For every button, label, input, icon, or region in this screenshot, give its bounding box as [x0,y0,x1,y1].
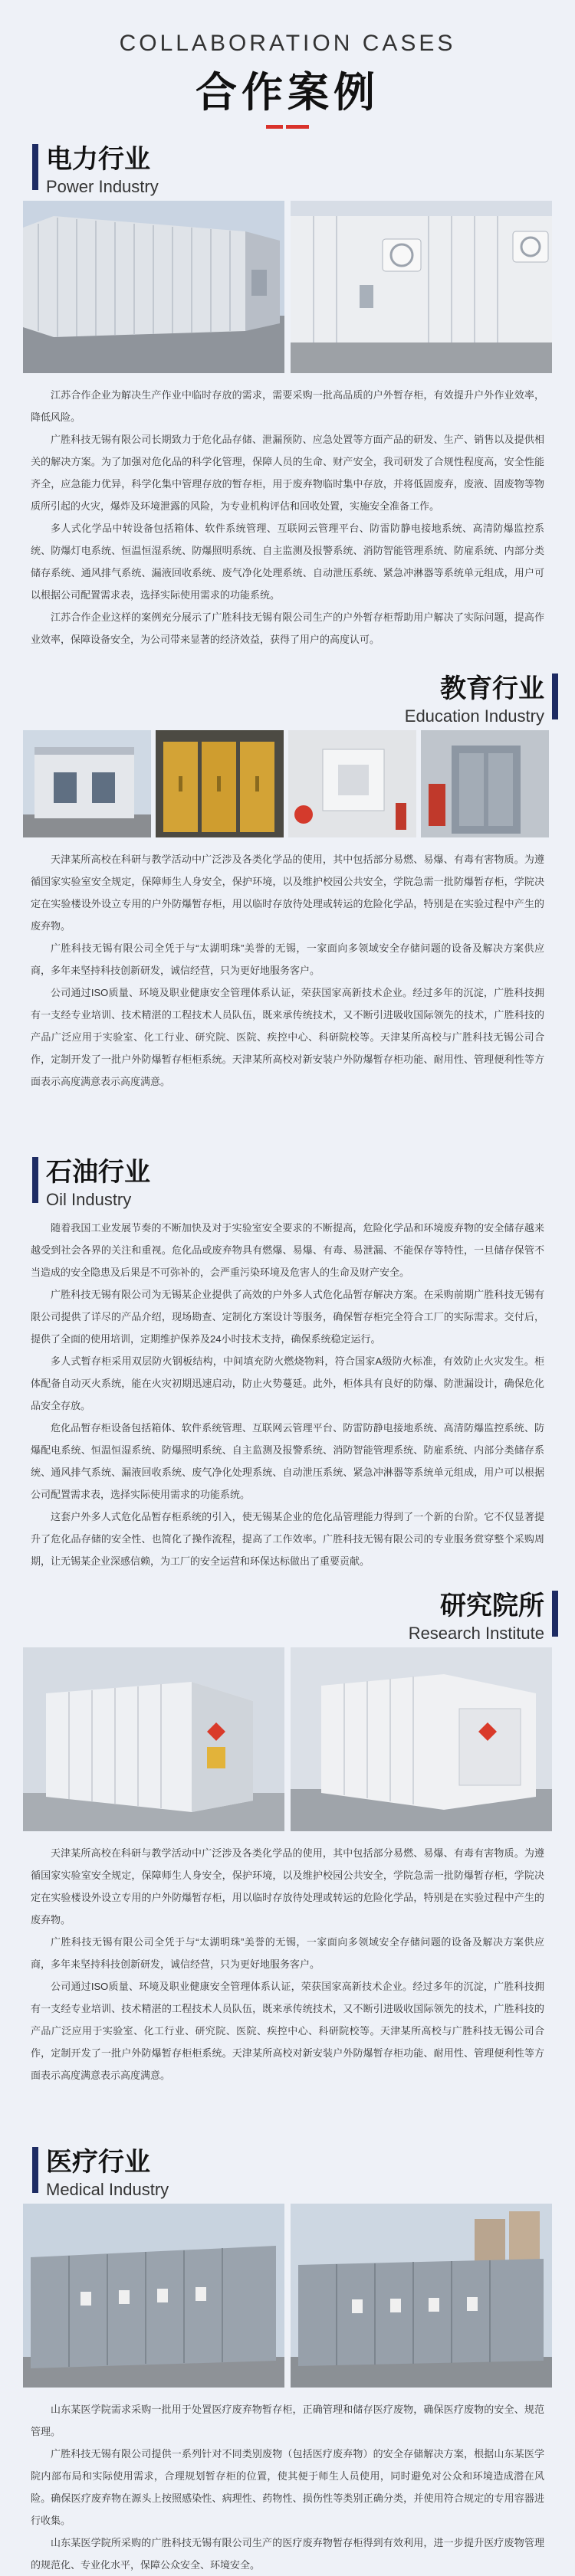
page-header [0,0,575,130]
paragraph: 危化品暂存柜设备包括箱体、软件系统管理、互联网云管理平台、防雷防静电接地系统、高清防爆监控系统、防爆配电系统、恒温恒湿系统、防爆照明系统、自主监测及报警系统、消防智能管理系统、防雇系统、内部分类储存系统、通风排气系统、漏液回收系统、废气净化处理系统、自动泄压系统、紧急冲淋器等系统单元组成，用户可以根据公司配置需求表，选择实际使用需求的功能系统。 [31,1422,544,1500]
header-accent-bar [264,125,310,129]
section-title-cn: 石油行业 [46,1158,150,1187]
section-title-cn: 电力行业 [46,145,150,174]
cabinet-door-photo [421,730,549,837]
paragraph: 公司通过ISO质量、环境及职业健康安全管理体系认证，荣获国家高新技术企业。经过多年的沉淀，广胜科技拥有一支经专业培训、技术精湛的工程技术人员队伍，既来承传统技术，又不断引进吸收国际领先的技术，广胜科技的产品广泛应用于实验室、化工行业、研究院、医院、疾控中心、科研院校等。天津某所高校与广胜科技无锡公司合作，定制开发了一批户外防爆暂存柜柜系统。天津某所高校对新安装户外防爆暂存柜功能、耐用性、管理便利性等方面表示高度满意表示高度满意。 [31,987,544,1087]
power-text [0,373,575,660]
research-cabinet-photo-1 [23,1647,284,1831]
paragraph: 公司通过ISO质量、环境及职业健康安全管理体系认证，荣获国家高新技术企业。经过多年的沉淀，广胜科技拥有一支经专业培训、技术精湛的工程技术人员队伍，既来承传统技术，又不断引进吸收国际领先的技术，广胜科技的产品广泛应用于实验室、化工行业、研究院、医院、疾控中心、科研院校等。天津某所高校与广胜科技无锡公司合作，定制开发了一批户外防爆暂存柜柜系统。天津某所高校对新安装户外防爆暂存柜功能、耐用性、管理便利性等方面表示高度满意表示高度满意。 [31,1981,544,2081]
section-accent [552,673,558,719]
education-photos [0,730,575,837]
header-title-en: COLLABORATION CASES [119,31,456,56]
paragraph: 随着我国工业发展节奏的不断加快及对于实验室安全要求的不断提高，危险化学品和环境废弃物的安全储存越来越受到社会各界的关注和重视。危化品或废弃物具有燃爆、易爆、有毒、易泄漏、不能保存等特性，一旦储存保管不当造成的安全隐患及后果是不可弥补的，会严重污染环境及危害人的生命及财产安全。 [31,1222,544,1278]
section-accent [32,1157,38,1203]
section-accent [32,2147,38,2193]
paragraph: 这套户外多人式危化品暂存柜系统的引入，使无锡某企业的危化品管理能力得到了一个新的台阶。它不仅显著提升了危化品存储的安全性、也简化了操作流程，提高了工作效率。广胜科技无锡有限公司的专业服务赏穿整个采购周期，让无锡某企业深感信赖，为工厂的安全运营和环保达标做出了重要贡献。 [31,1511,544,1567]
section-title-en: Medical Industry [46,2180,169,2199]
paragraph: 多人式暂存柜采用双层防火钢板结构，中间填充防火燃烧物料，符合国家A级防火标准，有效防止火灾发生。柜体配备自动灭火系统，能在火灾初期迅速启动，防止火势蔓延。此外，柜体具有良好的防爆、防泄漏设计，确保危化品安全存放。 [31,1355,544,1411]
paragraph: 多人式化学品中转设备包括箱体、软件系统管理、互联网云管理平台、防雷防静电接地系统、高清防爆监控系统、防爆灯电系统、恒温恒湿系统、防爆照明系统、自主监测及报警系统、消防智能管理系统、防雇系统、内部分类储存系统、通风排气系统、漏液回收系统、废气净化处理系统、自动泄压系统、紧急冲淋器等系统单元组成，用户可以根据公司配置需求表，选择实际使用需求的功能系统。 [31,523,544,601]
ceiling-ac-photo [288,730,416,837]
header-title-cn: 合作案例 [196,70,380,116]
section-title-en: Power Industry [46,177,159,196]
section-title-medical [0,2133,575,2204]
paragraph: 江苏合作企业这样的案例充分展示了广胜科技无锡有限公司生产的户外暂存柜帮助用户解决了实际问题，提高作业效率，保障设备安全，为公司带来显著的经济效益，获得了用户的高度认可。 [31,611,544,645]
paragraph: 广胜科技无锡有限公司全凭于与“太湖明珠”美誉的无锡，一家面向多领域安全存储问题的设备及解决方案供应商，多年来坚持科技创新研发，诚信经营，只为更好地服务客户。 [31,1936,544,1970]
medical-cabinet-photo-1 [23,2204,284,2388]
section-title-research [0,1577,575,1647]
section-accent [552,1591,558,1637]
paragraph: 天津某所高校在科研与教学活动中广泛涉及各类化学品的使用，其中包括部分易燃、易爆、有毒有害物质。为遵循国家实验室安全规定，保障师生人身安全，保护环境，以及维护校园公共安全，学院急需一批防爆暂存柜，学院决定在实验楼设外设立专用的户外防爆暂存柜，用以临时存放待处理或转运的危险化学品，特别是在实验过程中产生的废弃物。 [31,854,544,932]
section-title-cn: 教育行业 [440,674,544,703]
paragraph: 山东某医学院需求采购一批用于处置医疗废弃物暂存柜，正确管理和储存医疗废物，确保医疗废物的安全、规范管理。 [31,2404,544,2437]
research-photos [0,1647,575,1831]
medical-photos [0,2204,575,2388]
section-title-en: Education Industry [404,706,544,726]
power-photos [0,201,575,373]
medical-cabinet-photo-2 [291,2204,552,2388]
education-text [0,837,575,1143]
section-title-oil [0,1143,575,1214]
paragraph: 江苏合作企业为解决生产作业中临时存放的需求，需要采购一批高品质的户外暂存柜，有效提升户外作业效率，降低风险。 [31,389,544,423]
research-cabinet-photo-2 [291,1647,552,1831]
oil-text [0,1214,575,1577]
yellow-cabinets-photo [156,730,284,837]
section-title-cn: 医疗行业 [46,2148,150,2177]
section-title-en: Research Institute [408,1624,544,1643]
section-title-education [0,660,575,730]
paragraph: 广胜科技无锡有限公司提供一系列针对不同类别废物（包括医疗废弃物）的安全存储解决方案，根据山东某医学院内部布局和实际使用需求，合理规划暂存柜的位置，使其便于师生人员使用，同时避免对公众和环境造成潜在风险。确保医疗废弃物在源头上按照感染性、病理性、药物性、损伤性等类别正确分类，并使用符合规定的专用容器进行收集。 [31,2448,544,2526]
section-title-cn: 研究院所 [440,1591,544,1621]
outdoor-cabinet-photo [23,730,151,837]
research-text [0,1831,575,2133]
paragraph: 广胜科技无锡有限公司为无锡某企业提供了高效的户外多人式危化品暂存解决方案。在采购前期广胜科技无锡有限公司提供了详尽的产品介绍，现场勘查、定制化方案设计等服务，确保暂存柜完全符合工厂的实际需求。交付后，提供了全面的使用培训，定期维护保养及24小时技术支持，确保系统稳定运行。 [31,1289,544,1345]
section-accent [32,144,38,190]
medical-text [0,2388,575,2571]
paragraph: 山东某医学院所采购的广胜科技无锡有限公司生产的医疗废弃物暂存柜得到有效利用，进一步提升医疗废物管理的规范化、专业化水平，保障公众安全、环境安全。 [31,2537,544,2571]
section-title-power [0,130,575,201]
accent-red [266,125,283,129]
paragraph: 天津某所高校在科研与教学活动中广泛涉及各类化学品的使用，其中包括部分易燃、易爆、有毒有害物质。为遵循国家实验室安全规定，保障师生人身安全，保护环境，以及维护校园公共安全，学院急需一批防爆暂存柜，学院决定在实验楼设外设立专用的户外防爆暂存柜，用以临时存放待处理或转运的危险化学品，特别是在实验过程中产生的废弃物。 [31,1847,544,1925]
paragraph: 广胜科技无锡有限公司全凭于与“太湖明珠”美誉的无锡，一家面向多领域安全存储问题的设备及解决方案供应商，多年来坚持科技创新研发，诚信经营，只为更好地服务客户。 [31,942,544,976]
container-ac-photo [291,201,552,373]
container-photo [23,201,284,373]
section-title-en: Oil Industry [46,1190,132,1209]
accent-red-2 [286,125,309,129]
paragraph: 广胜科技无锡有限公司长期致力于危化品存储、泄漏预防、应急处置等方面产品的研发、生产、销售以及提供相关的解决方案。为了加强对危化品的科学化管理，保障人员的生命、财产安全，我司研发了合规性程度高，安全性能齐全，应急能力优异，科学化集中管理存放的暂存柜，用于废弃物临时集中存放，并将低固废弃，废液、固废物等物质所引起的火灾，爆炸及环境泄露的风险，为专业机构评估和回收处置，实施安全准备工作。 [31,434,544,512]
